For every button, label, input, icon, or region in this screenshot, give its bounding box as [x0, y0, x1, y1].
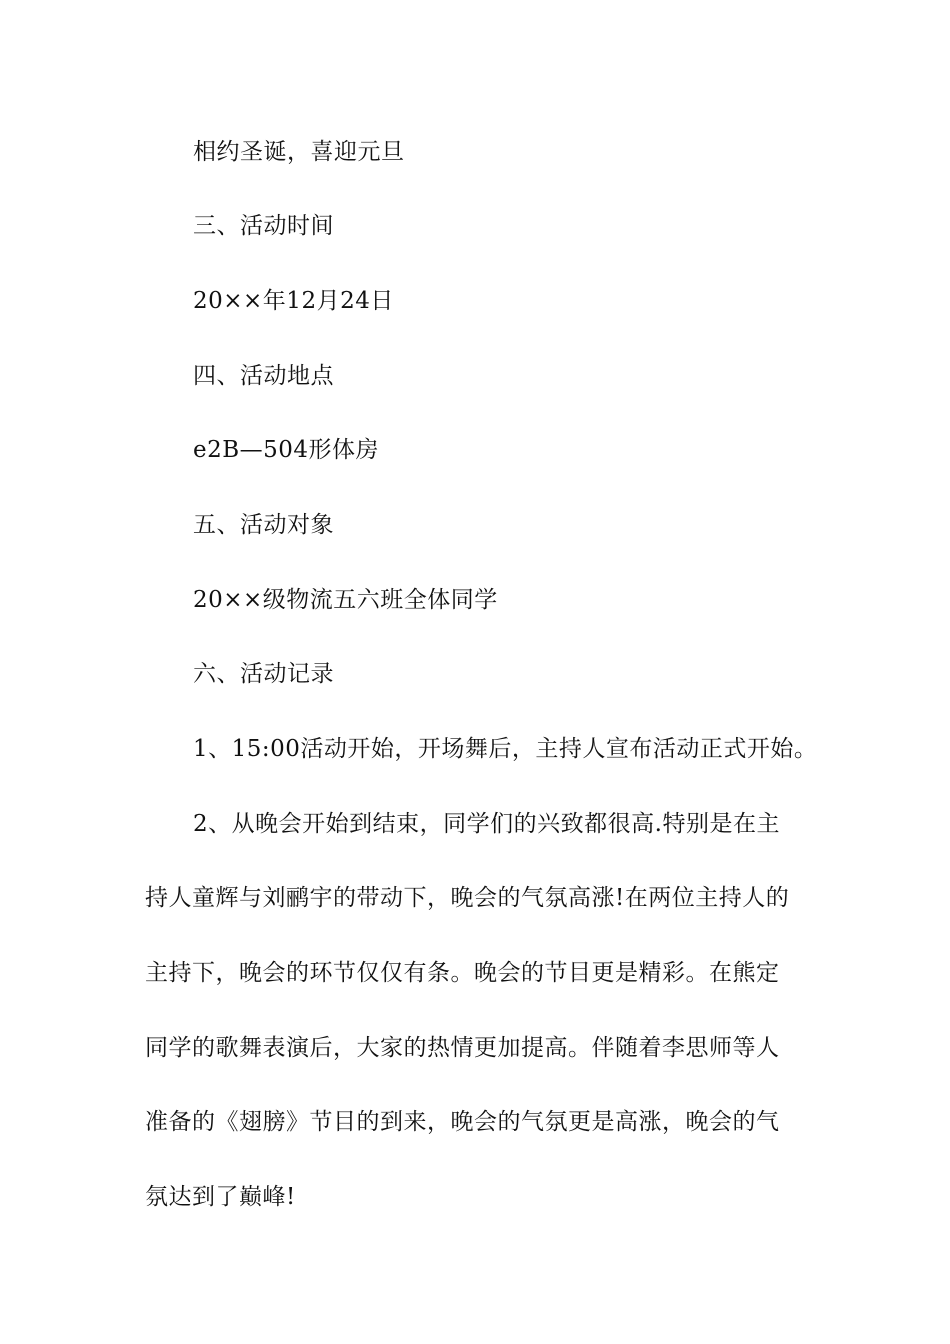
- record-item-2-line: 2、从晚会开始到结束，同学们的兴致都很高.特别是在主: [193, 811, 780, 837]
- section-heading-record: 六、活动记录: [193, 661, 334, 687]
- section-heading-time: 三、活动时间: [193, 213, 334, 239]
- place-value: e2B—504形体房: [193, 437, 380, 463]
- record-item-2-line: 持人童辉与刘鹂宇的带动下，晚会的气氛高涨!在两位主持人的: [145, 885, 790, 911]
- record-item-2-line: 准备的《翅膀》节目的到来，晚会的气氛更是高涨，晚会的气: [145, 1109, 780, 1135]
- record-item-2-line: 同学的歌舞表演后，大家的热情更加提高。伴随着李思师等人: [145, 1035, 780, 1061]
- time-value: 20××年12月24日: [193, 288, 394, 314]
- target-value: 20××级物流五六班全体同学: [193, 587, 498, 613]
- record-item-1: 1、15:00活动开始，开场舞后，主持人宣布活动正式开始。: [193, 736, 818, 762]
- section-heading-place: 四、活动地点: [193, 363, 334, 389]
- section-heading-target: 五、活动对象: [193, 512, 334, 538]
- theme-line: 相约圣诞，喜迎元旦: [193, 139, 405, 165]
- record-item-2-line: 主持下，晚会的环节仅仅有条。晚会的节目更是精彩。在熊定: [145, 960, 780, 986]
- record-item-2-line: 氛达到了巅峰!: [145, 1184, 296, 1210]
